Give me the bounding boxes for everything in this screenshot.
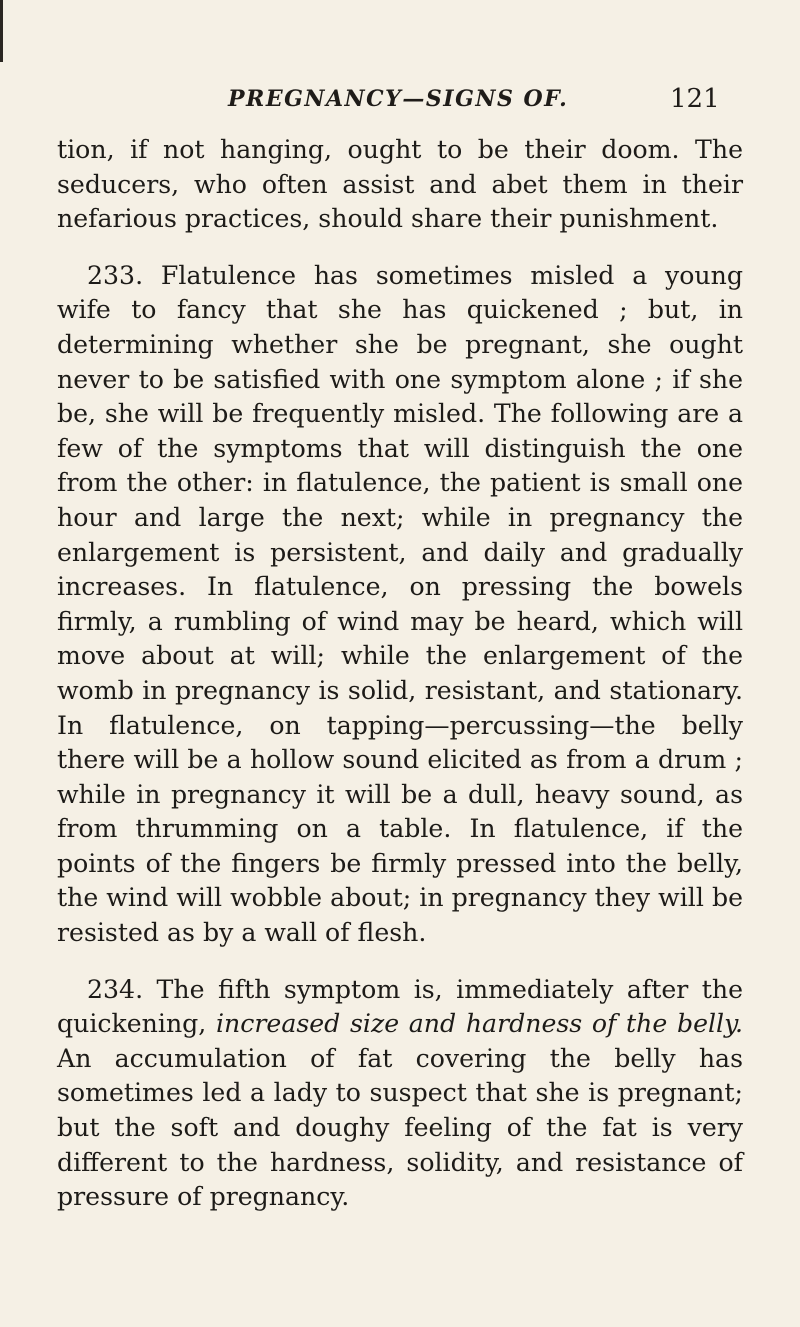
- paragraph-233: 233. Flatulence has sometimes misled a young wife to fancy that she has quickened ; but, in determining whether she be pregnant, she ought never to be satisfied with one symptom alone ; if she be, she will be frequently misled. The following are a few of the symptoms that will distinguish the one from the other: in flatulence, the patient is small one hour and large the next; while in pregnancy the enlargement is persistent, and daily and gradually increases. In flatulence, on pressing the bowels firmly, a rumbling of wind may be heard, which will move about at will; while the enlargement of the womb in pregnancy is solid, resistant, and stationary. In flatulence, on tapping—percussing—the belly there will be a hollow sound elicited as from a drum ; while in pregnancy it will be a dull, heavy sound, as from thrumming on a table. In flatulence, if the points of the fingers be firmly pressed into the belly, the wind will wobble about; in pregnancy they will be resisted as by a wall of flesh.: [57, 260, 743, 948]
- running-head-title: PREGNANCY—SIGNS OF.: [228, 86, 569, 112]
- paragraph-234: [57, 973, 743, 1215]
- paragraph-234-lead: 234. The fifth symptom is, immediately after the quickening,: [57, 974, 743, 1039]
- paragraph-continuation: tion, if not hanging, ought to be their doom. The seducers, who often assist and abet them in their nefarious practices, should share their punishment.: [57, 135, 743, 234]
- paragraph-234-rest: An accumulation of fat covering the belly has sometimes led a lady to suspect that she is pregnant; but the soft and doughy feeling of the fat is very different to the hardness, solidity, and resistance of pressure of pregnancy.: [57, 1043, 743, 1212]
- paragraph-234-emphasis: increased size and hardness of the belly.: [215, 1009, 743, 1039]
- running-head: [0, 86, 800, 120]
- body-text: [57, 133, 743, 1215]
- page-number: 121: [670, 84, 720, 114]
